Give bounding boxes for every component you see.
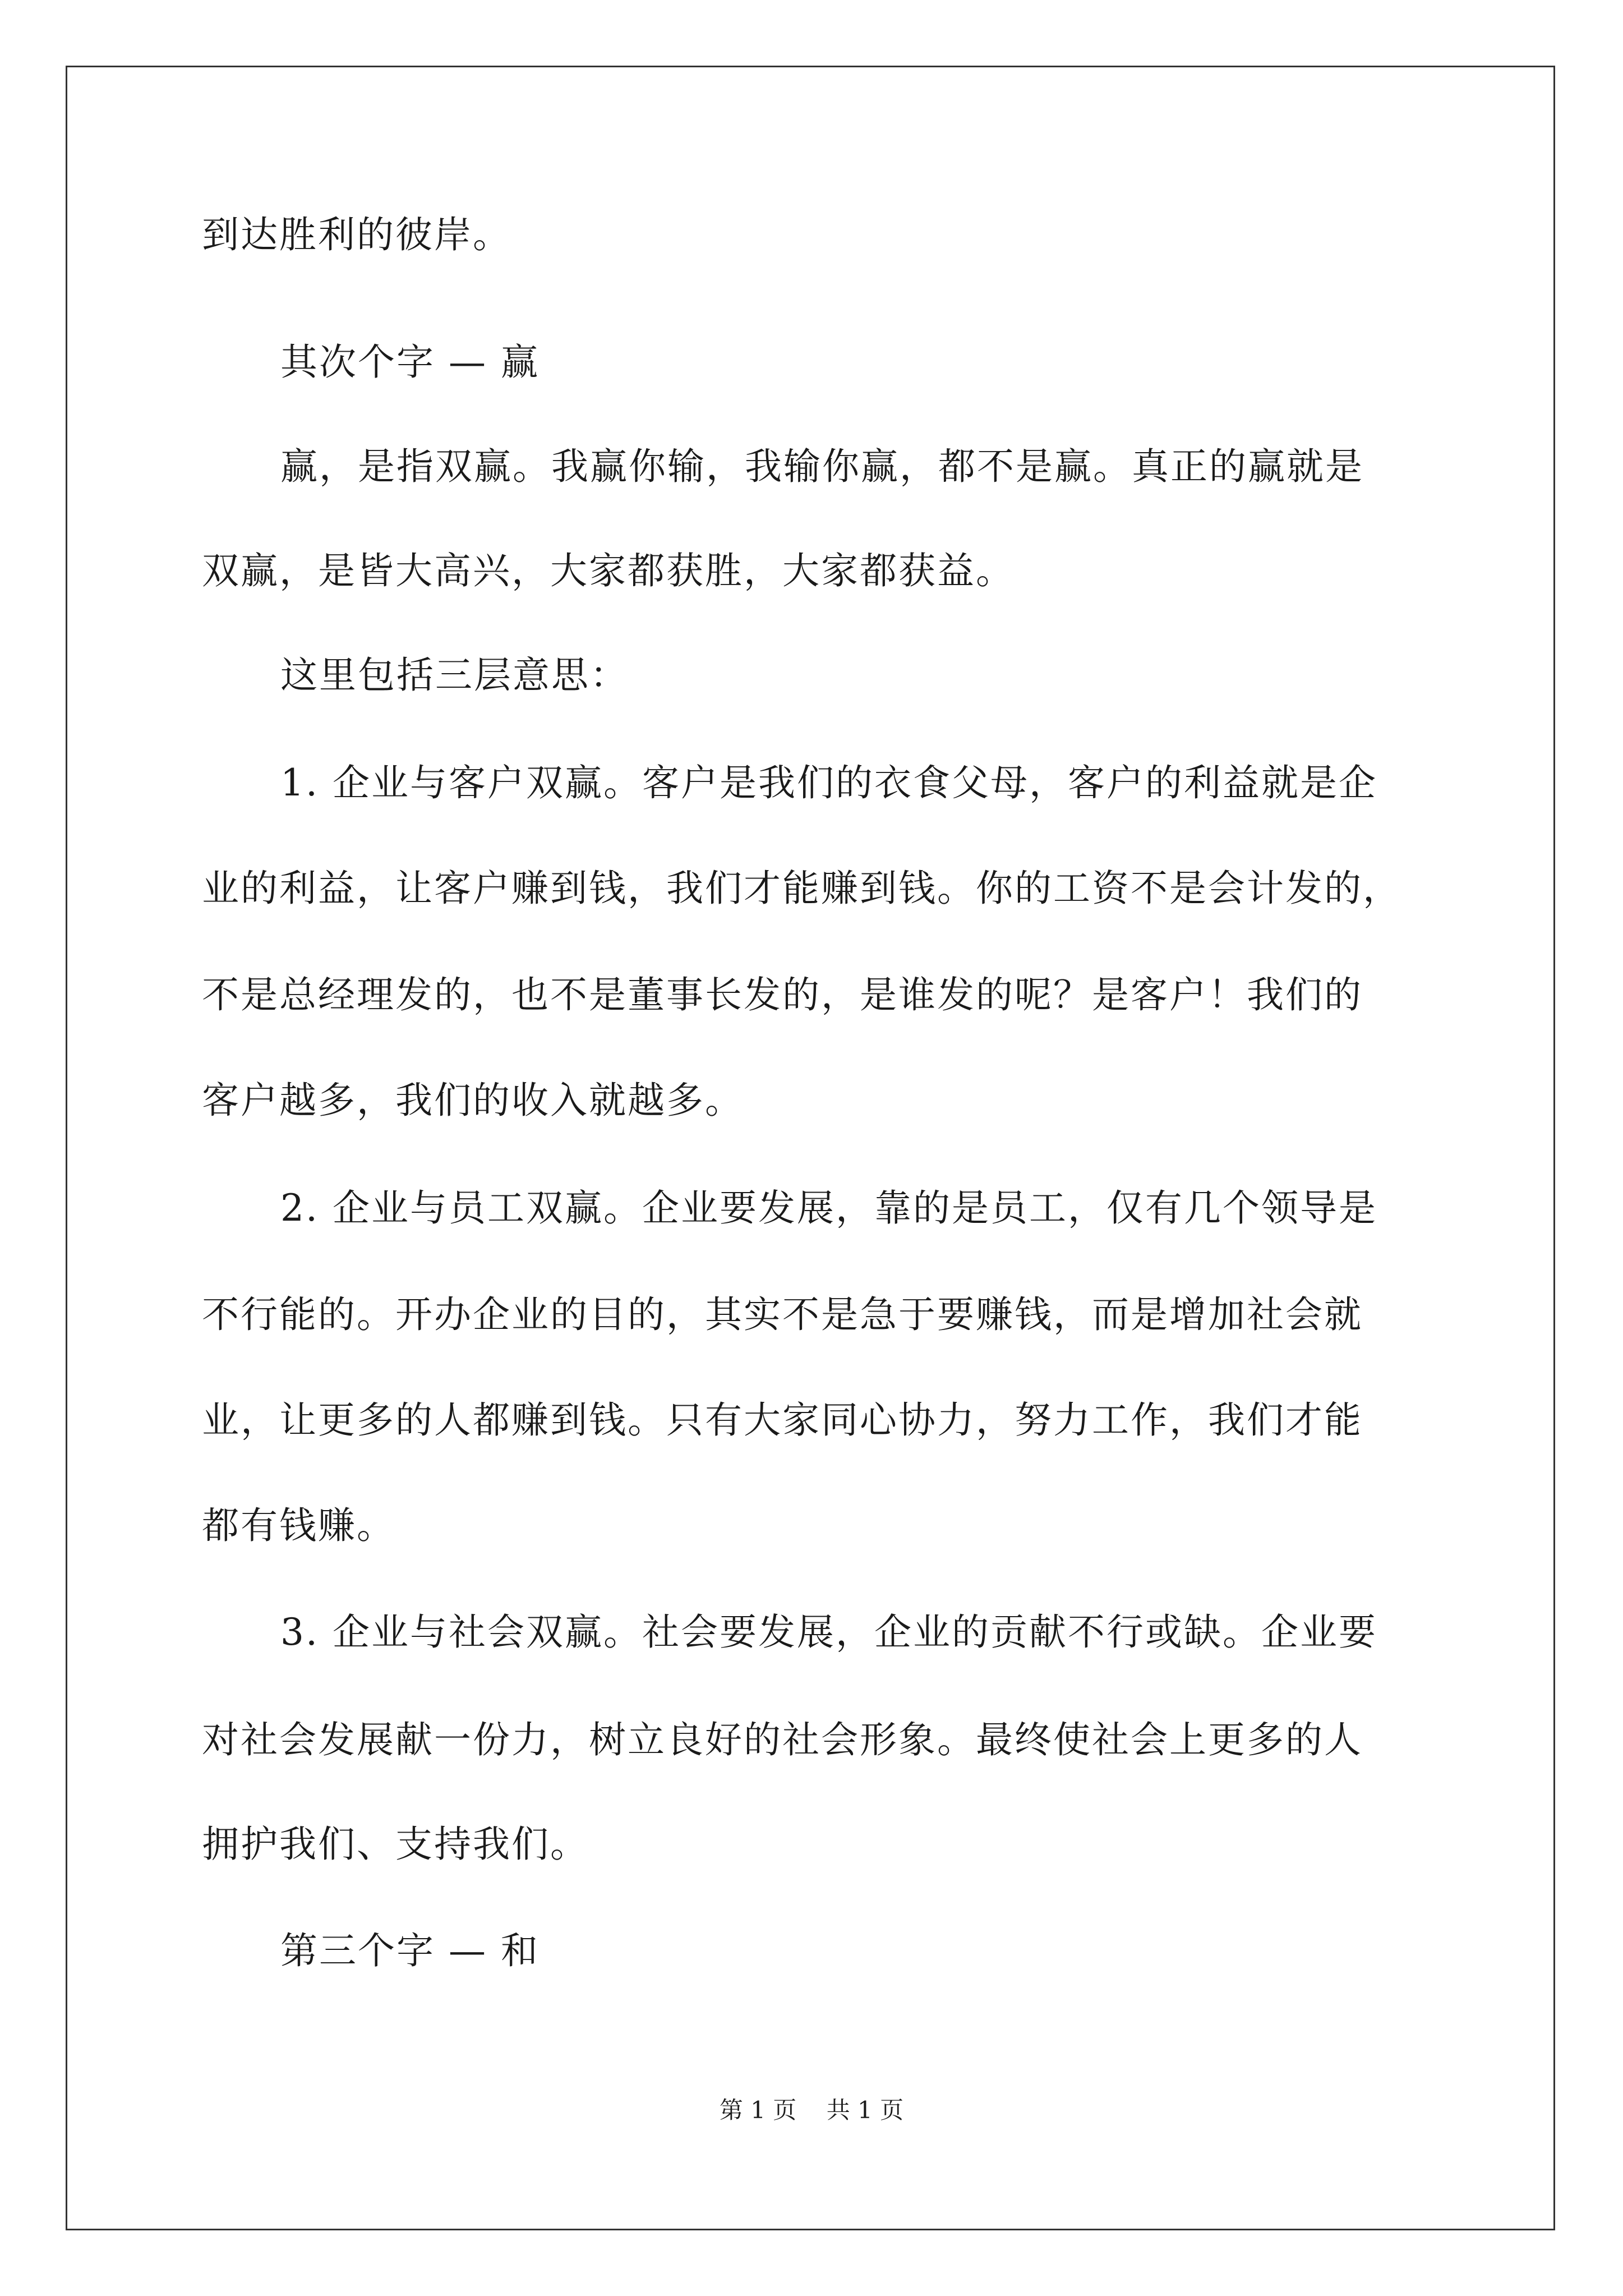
text-line: 双赢，是皆大高兴，大家都获胜，大家都获益。 — [202, 549, 1015, 592]
text-line: 业，让更多的人都赚到钱。只有大家同心协力，努力工作，我们才能 — [202, 1398, 1363, 1442]
text-line: 不行能的。开办企业的目的，其实不是急于要赚钱，而是增加社会就 — [202, 1293, 1363, 1336]
list-item-2: 2. 企业与员工双赢。企业要发展，靠的是员工，仅有几个领导是 — [280, 1186, 1377, 1230]
text-line: 这里包括三层意思： — [280, 654, 629, 697]
list-item-1: 1. 企业与客户双赢。客户是我们的衣食父母，客户的利益就是企 — [280, 761, 1377, 804]
section-heading: 其次个字 — 赢 — [280, 341, 540, 384]
text-line: 拥护我们、支持我们。 — [202, 1823, 589, 1866]
list-item-3: 3. 企业与社会双赢。社会要发展，企业的贡献不行或缺。企业要 — [280, 1611, 1377, 1654]
text-line: 不是总经理发的，也不是董事长发的，是谁发的呢？是客户！我们的 — [202, 973, 1363, 1016]
text-line: 赢，是指双赢。我赢你输，我输你赢，都不是赢。真正的赢就是 — [280, 445, 1364, 488]
text-line: 都有钱赚。 — [202, 1504, 395, 1547]
page-number-footer: 第 1 页 共 1 页 — [719, 2096, 904, 2124]
text-line: 客户越多，我们的收入就越多。 — [202, 1079, 744, 1122]
text-line: 对社会发展献一份力，树立良好的社会形象。最终使社会上更多的人 — [202, 1718, 1363, 1761]
text-line: 到达胜利的彼岸。 — [202, 213, 511, 256]
text-line: 业的利益，让客户赚到钱，我们才能赚到钱。你的工资不是会计发的， — [202, 867, 1401, 910]
section-heading: 第三个字 — 和 — [280, 1929, 540, 1972]
page-frame — [66, 66, 1555, 2230]
